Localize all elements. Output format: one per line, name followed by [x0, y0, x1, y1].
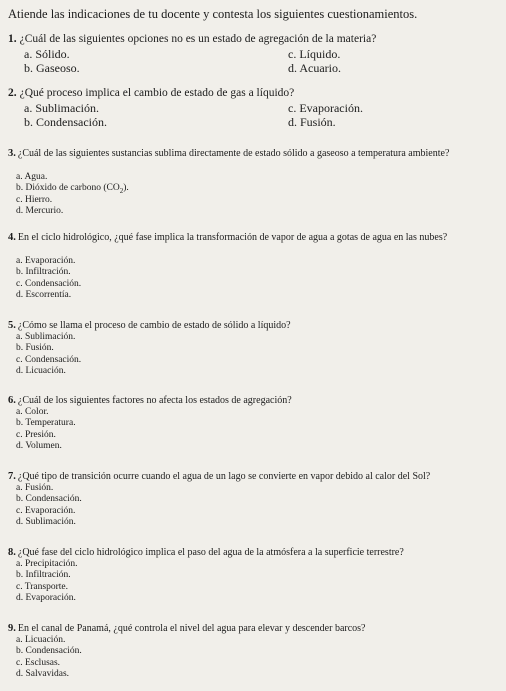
- co2-subscript: 2: [119, 186, 124, 195]
- option-b: b. Fusión.: [16, 343, 54, 353]
- option-b: b. Infiltración.: [16, 570, 71, 580]
- instructions-text: Atiende las indicaciones de tu docente y contesta los siguientes cuestionamientos.: [8, 7, 418, 21]
- option-a: a. Evaporación.: [16, 256, 76, 266]
- option-b: b. Condensación.: [16, 494, 82, 504]
- option-a: a. Sólido.: [24, 47, 70, 61]
- option-c: c. Hierro.: [16, 195, 53, 205]
- question-text: En el ciclo hidrológico, ¿qué fase implica la transformación de vapor de agua a gotas de agua en las nubes?: [17, 232, 448, 243]
- question-2-stem: [8, 87, 294, 100]
- option-b-text: b. Dióxido de carbono (CO: [16, 183, 120, 193]
- question-text: ¿Qué fase del ciclo hidrológico implica el paso del agua de la atmósfera a la superficie terrestre?: [17, 547, 404, 558]
- question-text: ¿Qué proceso implica el cambio de estado de gas a líquido?: [19, 87, 295, 99]
- question-5-stem: [8, 320, 291, 332]
- question-number: 1.: [8, 33, 17, 45]
- question-number: 5.: [8, 320, 16, 331]
- option-a: a. Sublimación.: [24, 101, 99, 115]
- option-c: c. Condensación.: [16, 355, 82, 365]
- option-b-tail: ).: [123, 183, 129, 193]
- question-number: 4.: [8, 232, 16, 243]
- option-c: c. Evaporación.: [16, 506, 76, 516]
- option-a: a. Precipitación.: [16, 559, 78, 569]
- option-c: c. Evaporación.: [288, 101, 363, 115]
- question-number: 7.: [8, 471, 16, 482]
- question-9-stem: [8, 623, 365, 635]
- option-d: d. Mercurio.: [16, 206, 64, 216]
- question-text: ¿Qué tipo de transición ocurre cuando el agua de un lago se convierte en vapor debido al calor del Sol?: [17, 471, 431, 482]
- option-a: a. Color.: [16, 407, 49, 417]
- question-number: 9.: [8, 623, 16, 634]
- question-8-stem: [8, 547, 404, 559]
- option-d: d. Escorrentía.: [16, 290, 72, 300]
- question-number: 3.: [8, 148, 16, 159]
- question-1-stem: [8, 33, 376, 46]
- option-d: d. Fusión.: [288, 115, 336, 129]
- option-a: a. Licuación.: [16, 635, 66, 645]
- question-number: 2.: [8, 87, 17, 99]
- question-text: ¿Cómo se llama el proceso de cambio de estado de sólido a líquido?: [17, 320, 291, 331]
- option-b: b. Temperatura.: [16, 418, 76, 428]
- option-c: c. Esclusas.: [16, 658, 61, 668]
- question-text: En el canal de Panamá, ¿qué controla el nivel del agua para elevar y descender barcos?: [17, 623, 366, 634]
- option-b: b. Condensación.: [24, 115, 107, 129]
- question-number: 6.: [8, 395, 16, 406]
- question-7-stem: [8, 471, 430, 483]
- question-text: ¿Cuál de las siguientes opciones no es un estado de agregación de la materia?: [19, 33, 377, 45]
- option-c: c. Condensación.: [16, 279, 82, 289]
- question-3-stem: [8, 148, 452, 160]
- question-text: ¿Cuál de las siguientes sustancias sublima directamente de estado sólido a gaseoso a temperatura ambiente?: [17, 148, 450, 159]
- question-6-stem: [8, 395, 292, 407]
- option-a: a. Fusión.: [16, 483, 54, 493]
- option-d: d. Evaporación.: [16, 593, 76, 603]
- option-d: d. Salvavidas.: [16, 669, 70, 679]
- option-b: b. Infiltración.: [16, 267, 71, 277]
- question-4-stem: [8, 232, 452, 244]
- option-b: b. Condensación.: [16, 646, 82, 656]
- question-number: 8.: [8, 547, 16, 558]
- option-d: d. Volumen.: [16, 441, 62, 451]
- question-text: ¿Cuál de los siguientes factores no afecta los estados de agregación?: [17, 395, 292, 406]
- option-c: c. Líquido.: [288, 47, 341, 61]
- option-c: c. Transporte.: [16, 582, 68, 592]
- option-d: d. Licuación.: [16, 366, 66, 376]
- option-d: d. Acuario.: [288, 61, 341, 75]
- option-c: c. Presión.: [16, 430, 56, 440]
- option-a: a. Sublimación.: [16, 332, 76, 342]
- option-a: a. Agua.: [16, 172, 48, 182]
- option-b: b. Gaseoso.: [24, 61, 80, 75]
- option-d: d. Sublimación.: [16, 517, 76, 527]
